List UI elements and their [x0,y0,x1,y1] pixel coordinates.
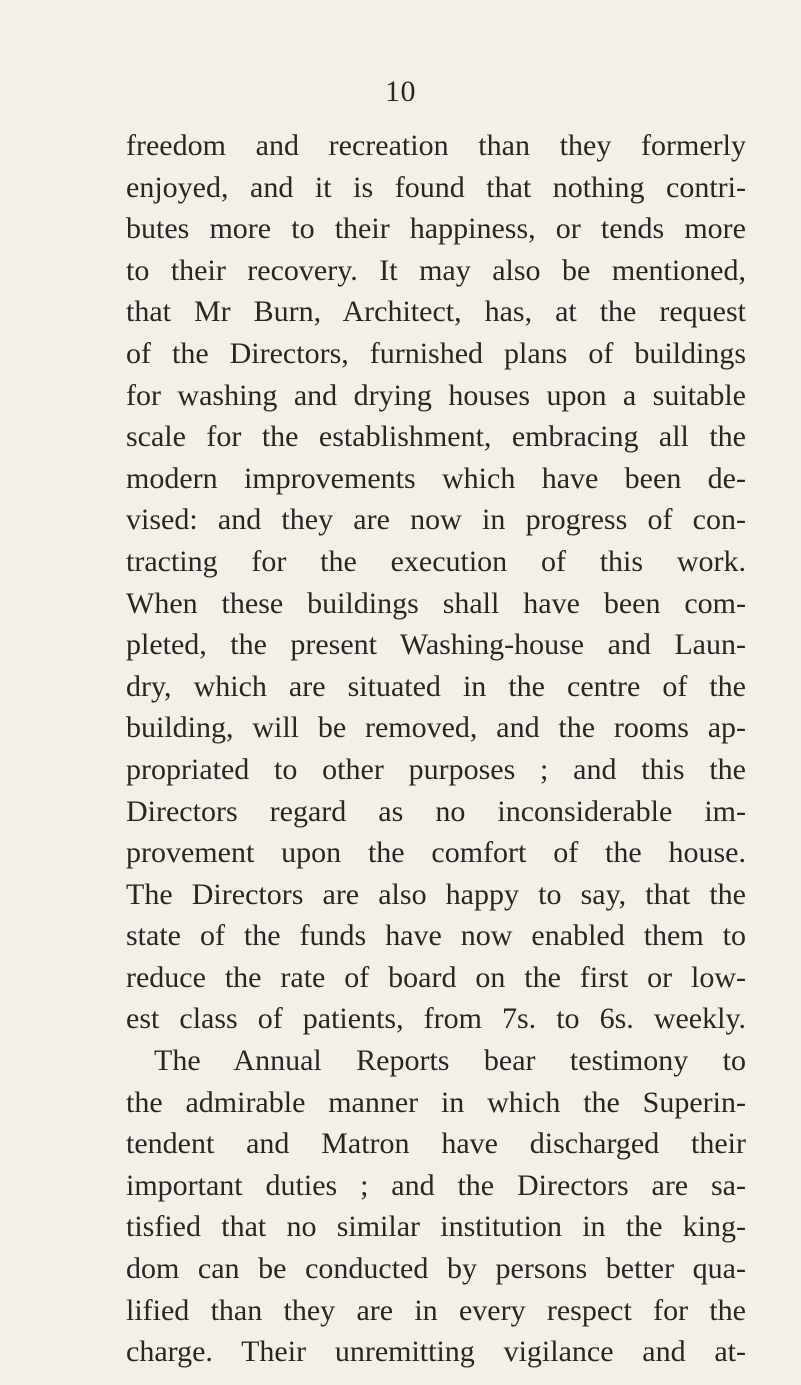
text-line: freedom and recreation than they formerly [126,129,746,162]
text-line: charge. Their unremitting vigilance and at- [126,1335,746,1369]
text-line: important duties ; and the Directors are sa- [126,1168,746,1202]
text-line: butes more to their happiness, or tends more [126,212,746,246]
page-number: 10 [385,75,416,108]
text-line: When these buildings shall have been com- [126,586,746,620]
text-line: to their recovery. It may also be mentioned, [126,253,746,287]
text-line: that Mr Burn, Architect, has, at the request [126,295,746,329]
text-line: tracting for the execution of this work. [126,544,746,578]
text-line: the admirable manner in which the Superin- [126,1085,746,1119]
text-line: vised: and they are now in progress of con- [126,503,746,537]
text-line: scale for the establishment, embracing all the [126,420,746,454]
text-line: Directors regard as no inconsiderable im- [126,794,746,828]
text-line: dom can be conducted by persons better qua- [126,1252,746,1286]
text-line: tendent and Matron have discharged their [126,1127,746,1161]
text-line: The Directors are also happy to say, that the [126,877,746,911]
body-text [126,125,746,1373]
text-line: enjoyed, and it is found that nothing contri- [126,170,746,204]
text-line: propriated to other purposes ; and this the [126,752,746,786]
text-line: pleted, the present Washing-house and Laun- [126,628,746,662]
text-line: building, will be removed, and the rooms ap- [126,711,746,745]
text-line: The Annual Reports bear testimony to [154,1044,746,1078]
text-line: state of the funds have now enabled them to [126,919,746,953]
text-line: est class of patients, from 7s. to 6s. weekly. [126,1002,746,1036]
text-line: of the Directors, furnished plans of buildings [126,336,746,370]
text-line: tisfied that no similar institution in the king- [126,1210,746,1244]
text-line: lified than they are in every respect for the [126,1293,746,1327]
text-line: modern improvements which have been de- [126,461,746,495]
text-line: reduce the rate of board on the first or low- [126,960,746,994]
text-line: dry, which are situated in the centre of the [126,669,746,703]
text-line: for washing and drying houses upon a suitable [126,378,746,412]
text-line: provement upon the comfort of the house. [126,836,746,870]
